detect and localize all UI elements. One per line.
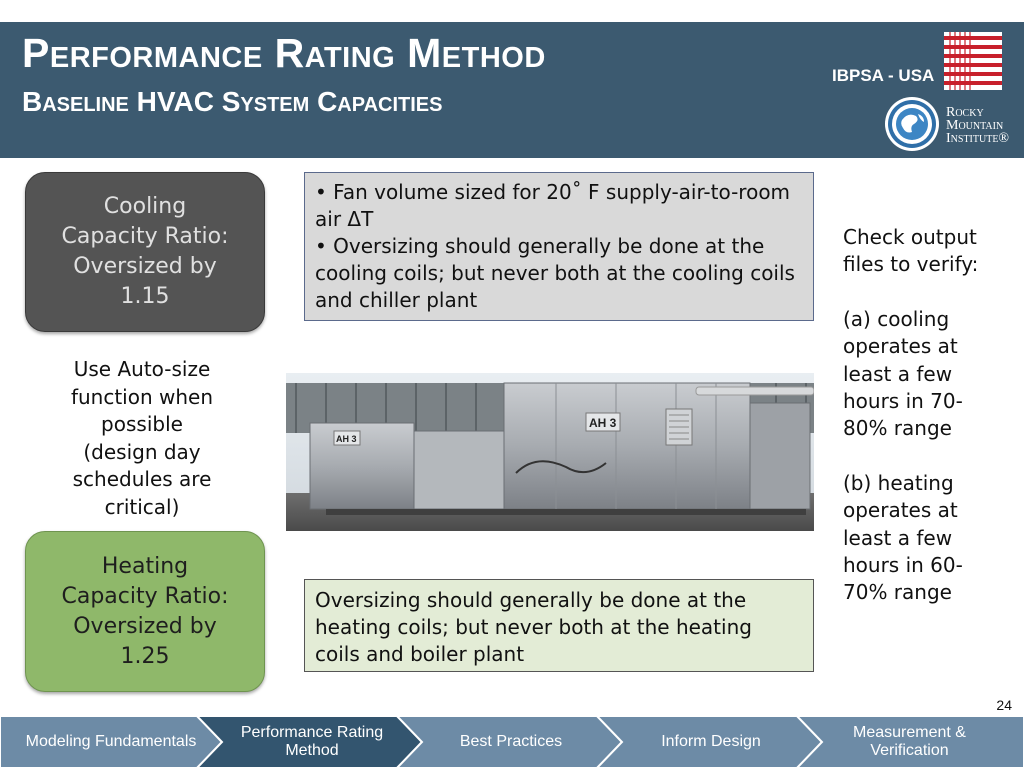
air-handler-photo xyxy=(286,373,814,531)
slide-subtitle: Baseline HVAC System Capacities xyxy=(22,86,443,117)
nav-tab-performance-rating-method[interactable]: Performance Rating Method xyxy=(240,724,384,759)
rmi-wordmark: Rocky Mountain Institute® xyxy=(946,105,1010,146)
autosize-note: Use Auto-size function when possible (design day schedules are critical) xyxy=(70,357,214,519)
nav-tab-best-practices[interactable]: Best Practices xyxy=(459,733,563,750)
check-intro: Check output files to verify: xyxy=(843,225,979,277)
heating-oversizing-note: Oversizing should generally be done at the heating coils; but never both at the heating coils and boiler plant xyxy=(304,579,814,672)
cooling-capacity-ratio-box: Cooling Capacity Ratio: Oversized by 1.15 xyxy=(25,172,265,332)
bullet-cooling-oversizing: • Oversizing should generally be done at the cooling coils; but never both at the cooling coils and chiller plant xyxy=(315,234,795,312)
rmi-globe-logo xyxy=(884,96,940,152)
ibpsa-usa-label: IBPSA - USA xyxy=(832,66,935,85)
check-output-panel xyxy=(843,224,993,607)
check-item-heating: (b) heating operates at least a few hours in 60-70% range xyxy=(843,470,963,605)
check-item-cooling: (a) cooling operates at least a few hours in 70-80% range xyxy=(843,306,963,441)
unit-label-small: AH 3 xyxy=(336,434,357,444)
page-number: 24 xyxy=(996,697,1012,713)
heating-capacity-ratio-box: Heating Capacity Ratio: Oversized by 1.25 xyxy=(25,531,265,692)
ibpsa-flag-logo xyxy=(944,32,1002,90)
nav-tab-modeling-fundamentals[interactable]: Modeling Fundamentals xyxy=(25,733,197,750)
slide-title: Performance Rating Method xyxy=(22,30,546,76)
bullet-fan-volume: • Fan volume sized for 20˚ F supply-air-to-room air ΔT xyxy=(315,180,791,231)
nav-tab-inform-design[interactable]: Inform Design xyxy=(661,733,761,750)
nav-tab-measurement-verification[interactable]: Measurement & Verification xyxy=(853,724,966,759)
cooling-sizing-notes xyxy=(304,172,814,321)
unit-label-large: AH 3 xyxy=(589,416,617,430)
